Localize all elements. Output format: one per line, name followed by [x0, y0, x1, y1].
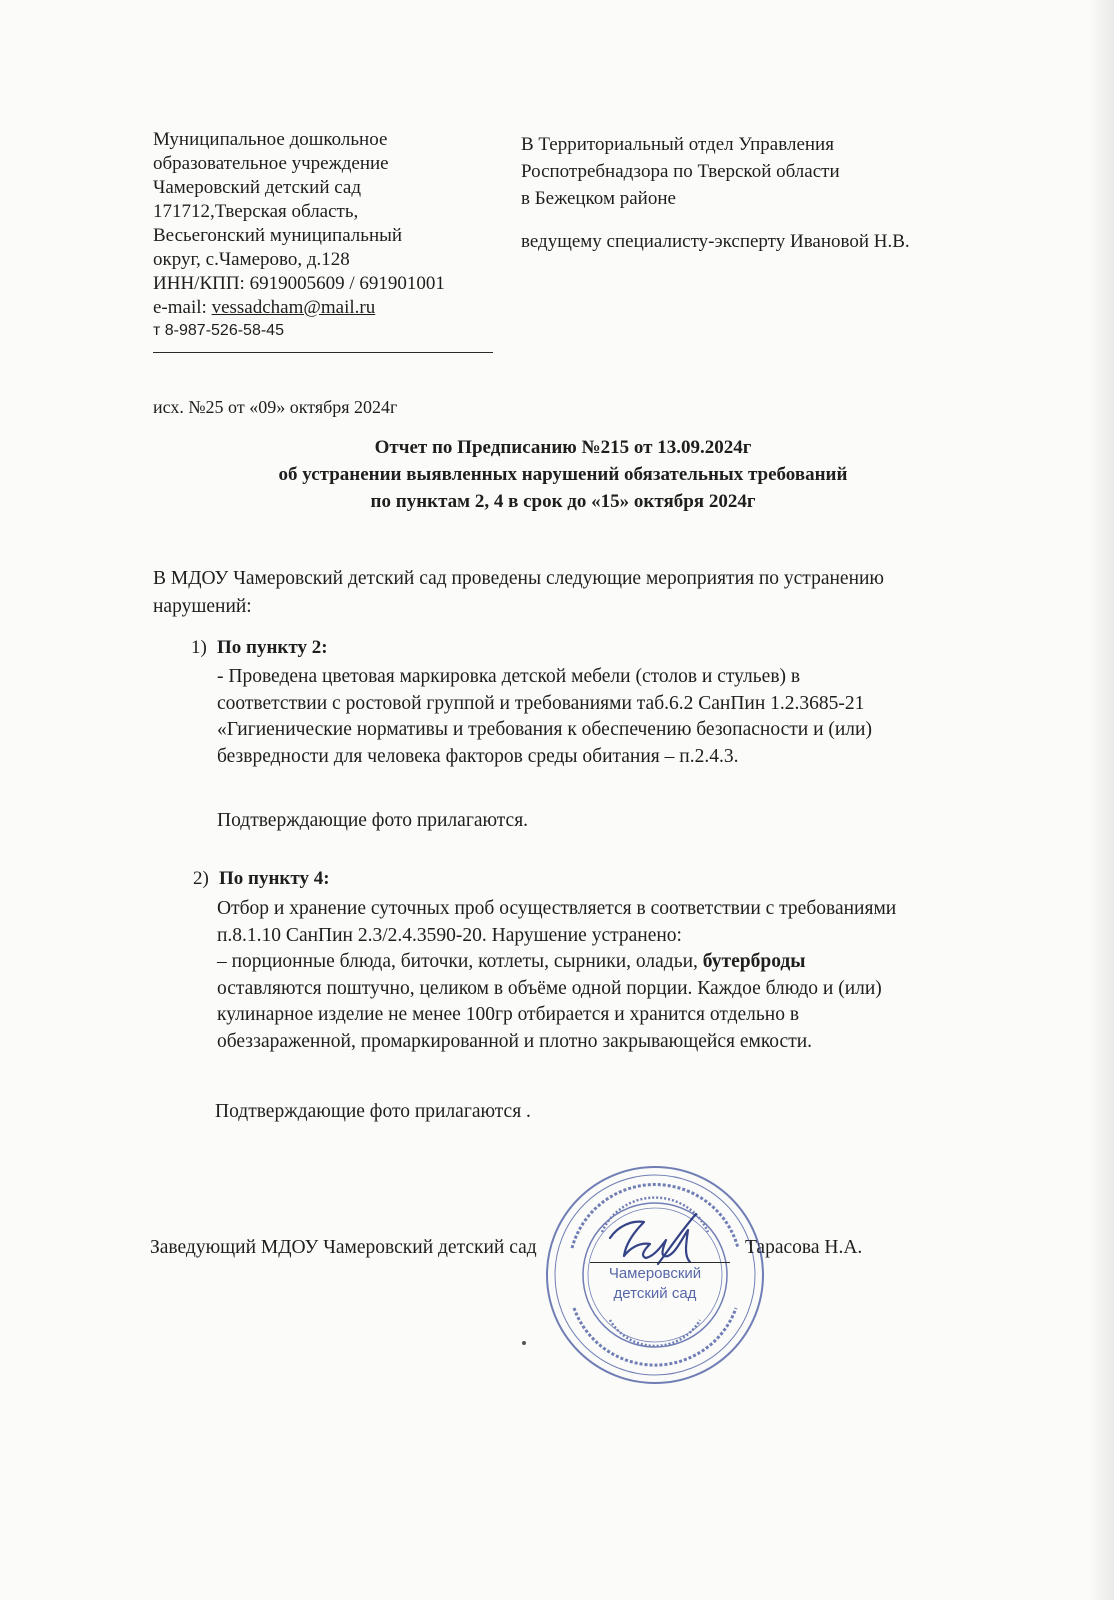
item-line: обеззараженной, промаркированной и плотно закрывающейся емкости.	[217, 1030, 813, 1052]
signatory-name: Тарасова Н.А.	[745, 1237, 863, 1258]
scan-speck	[522, 1341, 526, 1345]
document-title	[153, 434, 973, 515]
sender-email-line	[153, 296, 493, 320]
recipient-addressee: ведущему специалисту-эксперту Ивановой Н.В.	[521, 231, 910, 252]
sender-line: Весьегонский муниципальный	[153, 225, 403, 246]
item-heading-text: По пункту 2:	[217, 637, 328, 658]
item-line-bold: бутерброды	[702, 951, 806, 972]
title-line: по пунктам 2, 4 в срок до «15» октября 2024г	[370, 491, 756, 512]
recipient-block	[521, 131, 981, 255]
email-link[interactable]: vessadcham@mail.ru	[211, 297, 376, 318]
item-line: оставляются поштучно, целиком в объёме одной порции. Каждое блюдо и (или)	[217, 977, 882, 999]
sender-block	[153, 128, 493, 342]
item-heading-text: По пункту 4:	[219, 868, 330, 889]
item-number: 2)	[193, 868, 209, 889]
item-line: «Гигиенические нормативы и требования к обеспечению безопасности и (или)	[217, 719, 872, 740]
intro-paragraph: В МДОУ Чамеровский детский сад проведены следующие мероприятия по устранению нарушений:	[153, 568, 885, 617]
item-line: кулинарное изделие не менее 100гр отбирается и хранится отдельно в	[217, 1004, 800, 1025]
item-line: соответствии с ростовой группой и требованиями таб.6.2 СанПин 1.2.3685-21	[217, 692, 865, 714]
sender-divider	[153, 352, 493, 353]
item-line-text: – порционные блюда, биточки, котлеты, сырники, оладьи,	[217, 951, 703, 972]
item-line: - Проведена цветовая маркировка детской мебели (столов и стульев) в	[217, 666, 801, 687]
item-line: Отбор и хранение суточных проб осуществляется в соответствии с требованиями	[217, 898, 897, 919]
item-2-body	[217, 896, 987, 1055]
sender-line: 171712,Тверская область,	[153, 201, 359, 222]
outgoing-reference: исх. №25 от «09» октября 2024г	[153, 397, 398, 417]
item-line: безвредности для человека факторов среды обитания – п.2.4.3.	[217, 745, 739, 767]
item-line	[217, 949, 987, 976]
seal-center-line: детский сад	[613, 1285, 697, 1302]
recipient-line: в Бежецком районе	[521, 188, 676, 209]
item-1-body	[217, 664, 987, 770]
sender-phone: т 8-987-526-58-45	[153, 322, 284, 339]
recipient-line: В Территориальный отдел Управления	[521, 134, 834, 155]
scan-edge-shadow	[1088, 0, 1114, 1600]
signature-line	[590, 1262, 730, 1263]
item-1-heading	[191, 637, 328, 659]
title-line: Отчет по Предписанию №215 от 13.09.2024г	[374, 437, 752, 458]
sender-line: Чамеровский детский сад	[153, 177, 361, 198]
item-1-confirm: Подтверждающие фото прилагаются.	[217, 810, 529, 831]
item-number: 1)	[191, 637, 207, 658]
sender-line: образовательное учреждение	[153, 153, 389, 174]
item-2-confirm: Подтверждающие фото прилагаются .	[215, 1101, 531, 1122]
recipient-line: Роспотребнадзора по Тверской области	[521, 161, 840, 182]
signatory-position: Заведующий МДОУ Чамеровский детский сад	[150, 1237, 537, 1258]
sender-line: Муниципальное дошкольное	[153, 129, 388, 150]
sender-line: ИНН/КПП: 6919005609 / 691901001	[153, 273, 445, 294]
seal-center-line: Чамеровский	[608, 1265, 702, 1282]
handwritten-signature	[610, 1214, 696, 1264]
item-line: п.8.1.10 СанПин 2.3/2.4.3590-20. Нарушение устранено:	[217, 924, 682, 946]
title-line: об устранении выявленных нарушений обязательных требований	[278, 464, 848, 485]
official-seal-stamp	[540, 1160, 770, 1390]
item-2-heading	[193, 868, 330, 890]
sender-line: округ, с.Чамерово, д.128	[153, 249, 350, 270]
email-label: e-mail:	[153, 297, 212, 318]
